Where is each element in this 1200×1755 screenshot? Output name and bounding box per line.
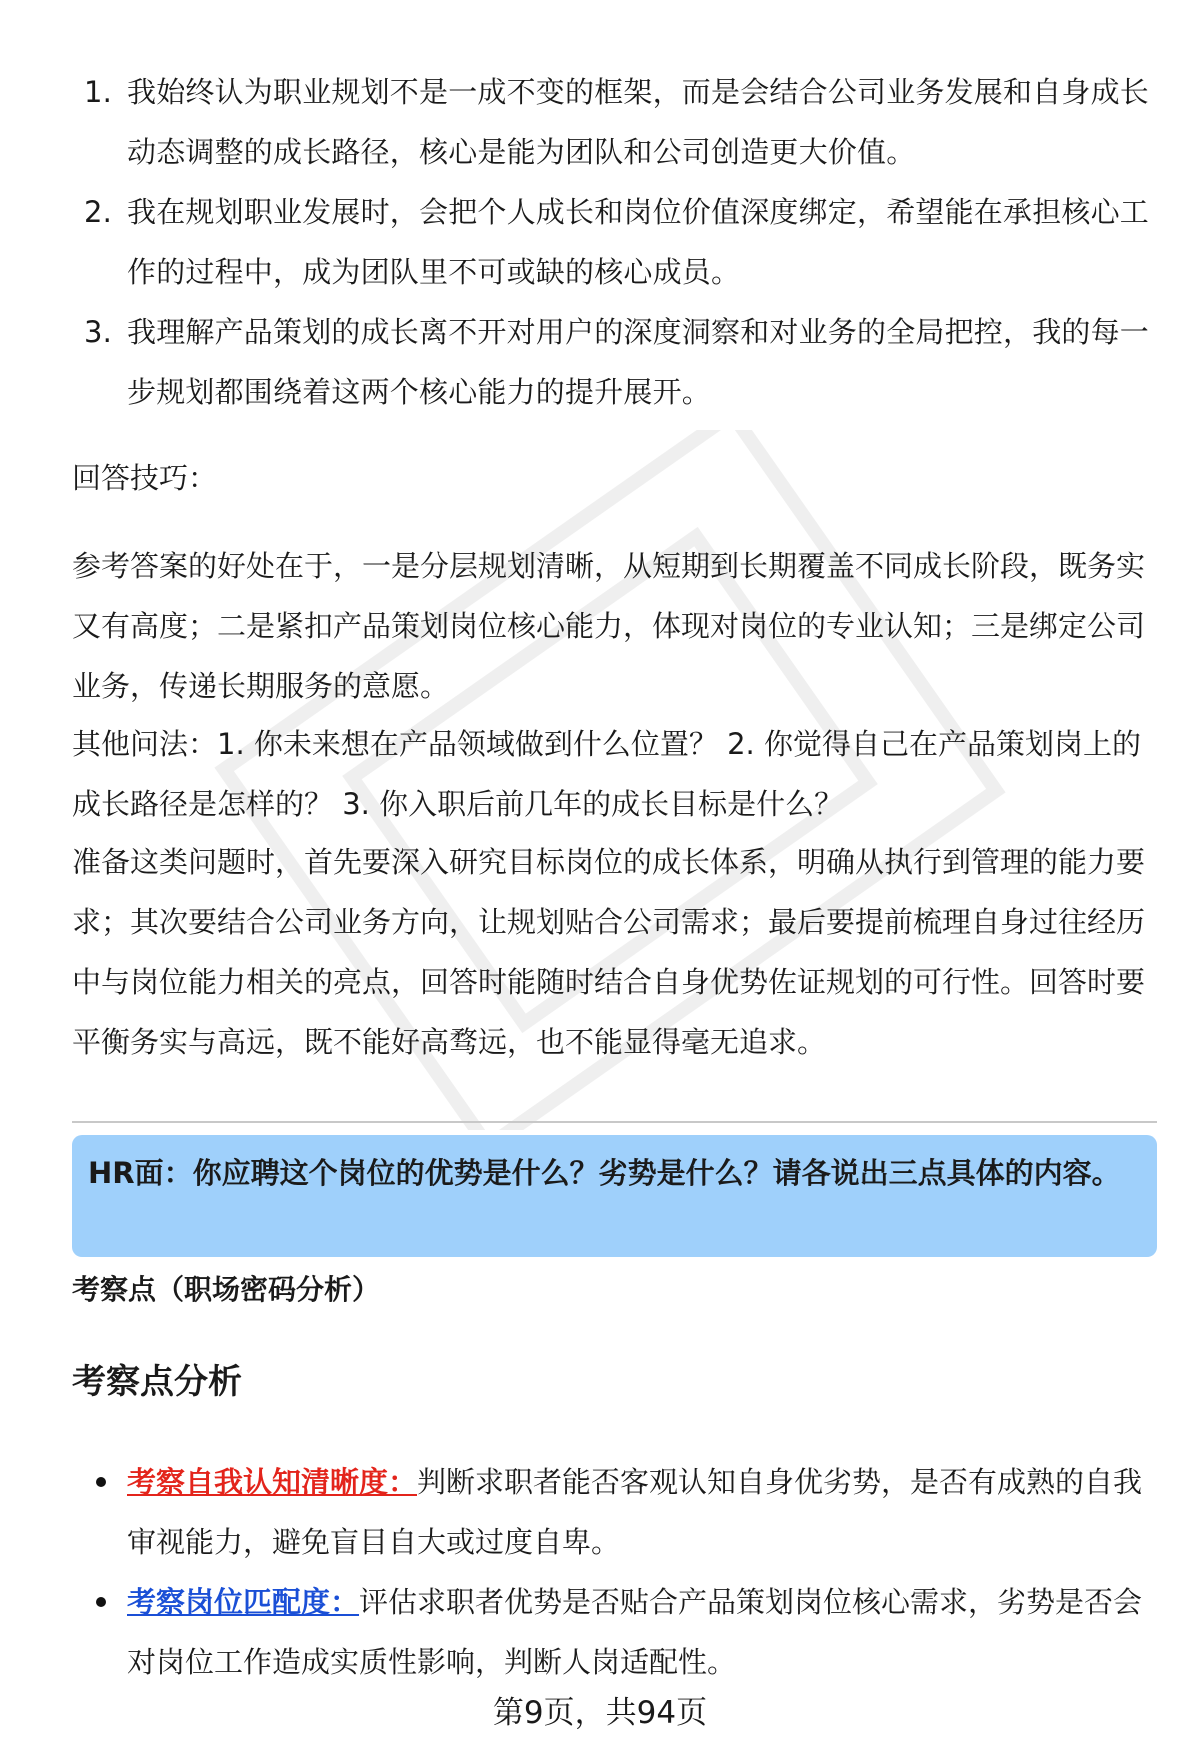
keyword-link[interactable]: 考察岗位匹配度： (127, 1585, 360, 1619)
subheading: 考察点（职场密码分析） (72, 1273, 381, 1306)
list-text: 我在规划职业发展时，会把个人成长和岗位价值深度绑定，希望能在承担核心工作的过程中，成为团队里不可或缺的核心成员。 (127, 195, 1150, 289)
hr-question-box (72, 1135, 1157, 1257)
page-footer: 第9页，共94页 (492, 1695, 708, 1731)
list-text: 我始终认为职业规划不是一成不变的框架，而是会结合公司业务发展和自身成长动态调整的成长路径，核心是能为团队和公司创造更大价值。 (127, 75, 1150, 169)
list-item (72, 1572, 1157, 1692)
bullet-text: 判断求职者能否客观认知自身优劣势，是否有成熟的自我审视能力，避免盲目自大或过度自卑。 (127, 1465, 1143, 1559)
other-questions: 其他问法：1. 你未来想在产品领域做到什么位置？ 2. 你觉得自己在产品策划岗上的成长路径是怎样的？ 3. 你入职后前几年的成长目标是什么？ (72, 727, 1141, 821)
list-number: 1. (84, 75, 113, 109)
keyword-link[interactable]: 考察自我认知清晰度： (127, 1465, 418, 1499)
bullet-dot-icon (96, 1477, 106, 1487)
list-item (72, 1452, 1157, 1572)
analysis-bullets (72, 1452, 1157, 1692)
prep-paragraph: 准备这类问题时，首先要深入研究目标岗位的成长体系，明确从执行到管理的能力要求；其次要结合公司业务方向，让规划贴合公司需求；最后要提前梳理自身过往经历中与岗位能力相关的亮点，回答时能随时结合自身优势佐证规划的可行性。回答时要平衡务实与高远，既不能好高骛远，也不能显得毫无追求。 (72, 845, 1146, 1059)
bullet-dot-icon (96, 1597, 106, 1607)
list-number: 2. (84, 195, 113, 229)
list-item (72, 302, 1152, 422)
list-item (72, 62, 1152, 182)
tips-label: 回答技巧： (72, 461, 218, 495)
answer-list (72, 62, 1152, 422)
list-item (72, 182, 1152, 302)
hr-question: HR面：你应聘这个岗位的优势是什么？劣势是什么？请各说出三点具体的内容。 (88, 1156, 1121, 1190)
section-title: 考察点分析 (72, 1362, 242, 1402)
section-divider (72, 1121, 1157, 1123)
list-number: 3. (84, 315, 113, 349)
tips-paragraph: 参考答案的好处在于，一是分层规划清晰，从短期到长期覆盖不同成长阶段，既务实又有高度；二是紧扣产品策划岗位核心能力，体现对岗位的专业认知；三是绑定公司业务，传递长期服务的意愿。 (72, 549, 1146, 703)
bullet-text: 评估求职者优势是否贴合产品策划岗位核心需求，劣势是否会对岗位工作造成实质性影响，判断人岗适配性。 (127, 1585, 1143, 1679)
list-text: 我理解产品策划的成长离不开对用户的深度洞察和对业务的全局把控，我的每一步规划都围绕着这两个核心能力的提升展开。 (127, 315, 1150, 409)
